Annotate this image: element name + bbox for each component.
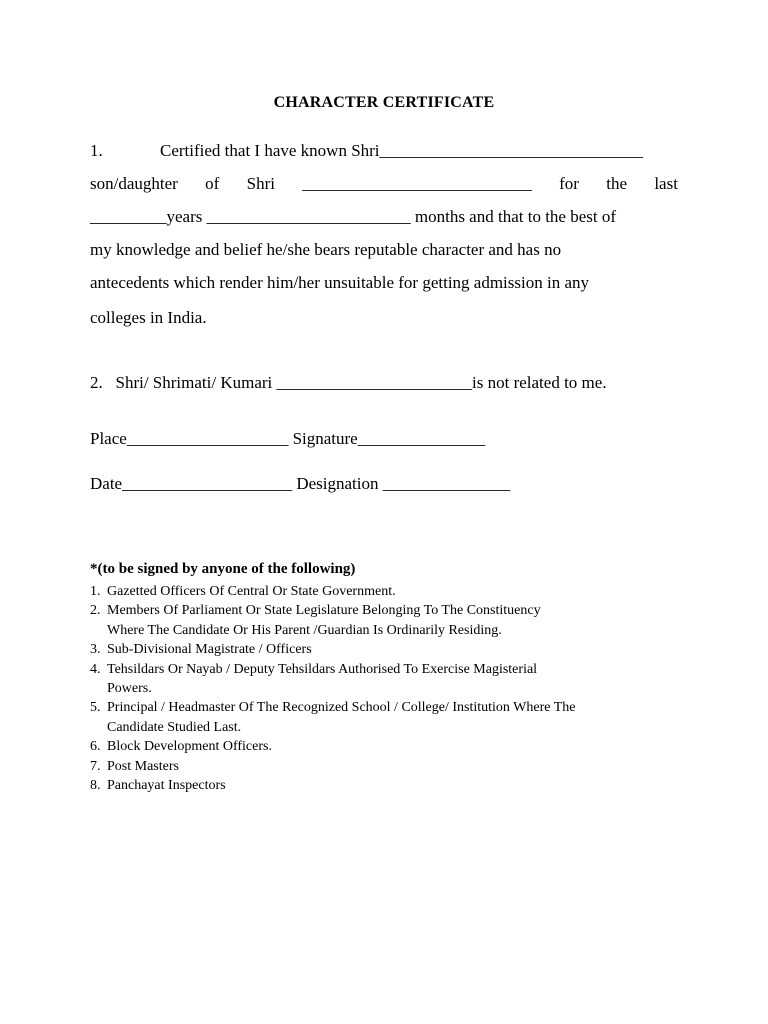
para1-line5: antecedents which render him/her unsuitable for getting admission in any	[90, 273, 590, 292]
list-item: 4. Tehsildars Or Nayab / Deputy Tehsildars Authorised To Exercise Magisterial	[90, 661, 538, 677]
signers-heading: *(to be signed by anyone of the following)	[90, 561, 356, 577]
list-item: 2. Members Of Parliament Or State Legislature Belonging To The Constituency	[90, 603, 541, 619]
para1-word: for	[559, 174, 579, 193]
father-name-blank: ___________________________	[302, 174, 532, 193]
para1-line6: colleges in India.	[90, 308, 207, 327]
list-item: 1. Gazetted Officers Of Central Or State Government.	[90, 584, 396, 599]
para1-line4: my knowledge and belief he/she bears reputable character and has no	[90, 240, 562, 259]
list-item: 6. Block Development Officers.	[90, 739, 272, 755]
para1-word: last	[654, 174, 678, 193]
list-item: 8. Panchayat Inspectors	[90, 778, 226, 794]
list-item-continuation: Powers.	[107, 681, 152, 697]
para1-line2	[90, 173, 678, 195]
list-item-continuation: Where The Candidate Or His Parent /Guardian Is Ordinarily Residing.	[107, 622, 502, 638]
para1-word: the	[606, 174, 628, 193]
para1-line1	[90, 140, 678, 162]
para2-line: 2. Shri/ Shrimati/ Kumari _______________________is not related to me.	[90, 373, 607, 392]
list-item: 5. Principal / Headmaster Of The Recognized School / College/ Institution Where The	[90, 700, 576, 716]
signers-list	[90, 582, 690, 795]
para1-word: of	[205, 174, 220, 193]
para1-line1-text: Certified that I have known Shri_______________________________	[160, 141, 644, 160]
document-title: CHARACTER CERTIFICATE	[273, 94, 495, 111]
para1-line3: _________years ________________________ months and that to the best of	[90, 207, 617, 226]
date-designation-row: Date____________________ Designation _______________	[90, 474, 511, 493]
para1-word: Shri	[246, 174, 275, 193]
list-item: 3. Sub-Divisional Magistrate / Officers	[90, 642, 312, 658]
list-item-continuation: Candidate Studied Last.	[107, 719, 242, 735]
para1-number: 1.	[90, 141, 103, 160]
para1-word: son/daughter	[90, 174, 178, 193]
place-signature-row: Place___________________ Signature_______________	[90, 429, 486, 448]
list-item: 7. Post Masters	[90, 758, 179, 774]
